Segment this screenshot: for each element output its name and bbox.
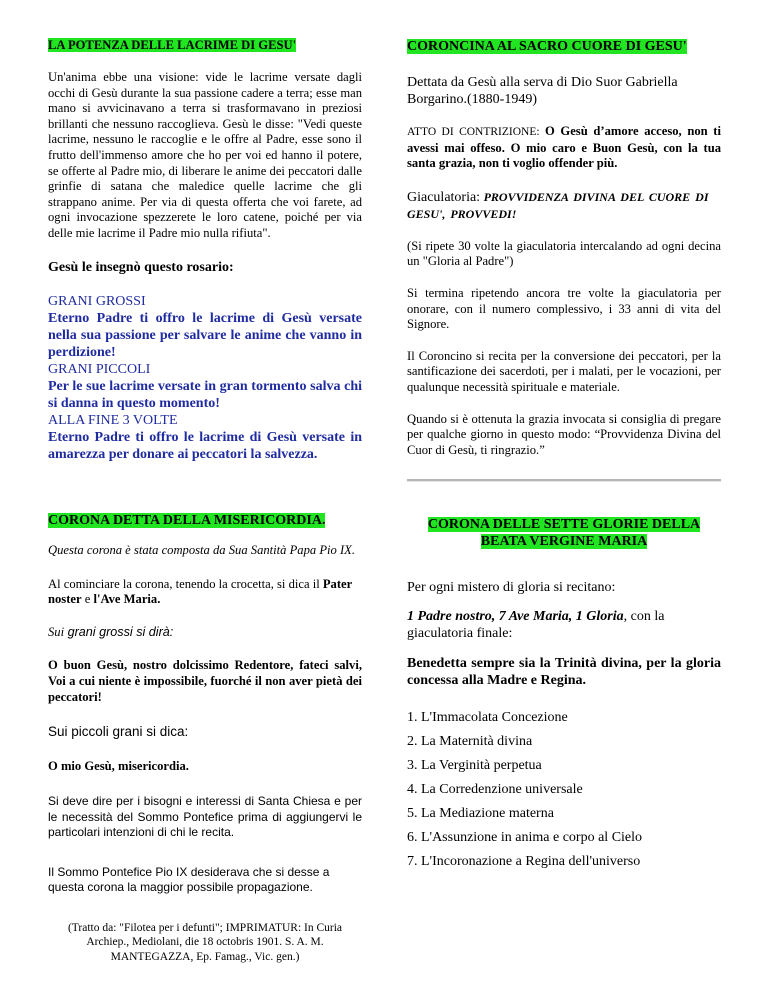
section-sette-glorie bbox=[407, 516, 721, 870]
section-lacrime bbox=[48, 38, 362, 463]
begin-paragraph: Al cominciare la corona, tenendo la crocetta, si dica il Pater noster e l'Ave Maria. bbox=[48, 576, 352, 607]
alla-fine-prayer: Eterno Padre ti offro le lacrime di Gesù versate in amarezza per donare ai peccatori la salvezza. bbox=[48, 429, 362, 462]
list-item: 6. L'Assunzione in anima e corpo al Cielo bbox=[407, 830, 643, 845]
sui-grossi-label: Sui grani grossi si dirà: bbox=[48, 624, 174, 639]
section-title: CORONCINA AL SACRO CUORE DI GESU' bbox=[407, 39, 687, 54]
per-ogni-paragraph: Per ogni mistero di gloria si recitano: bbox=[407, 580, 616, 595]
section-misericordia bbox=[48, 512, 362, 964]
repeat-paragraph: (Si ripete 30 volte la giaculatoria intercalando ad ogni decina un "Gloria al Padre") bbox=[407, 238, 721, 269]
list-item: 4. La Corredenzione universale bbox=[407, 782, 583, 797]
list-item: 1. L'Immacolata Concezione bbox=[407, 710, 568, 725]
section-title: CORONA DETTA DELLA MISERICORDIA. bbox=[48, 513, 326, 528]
recited-paragraph: Il Coroncino si recita per la conversione dei peccatori, per la santificazione dei sacerdoti, per i malati, per le vocazioni, per qualunque necessità spirituale e materiale. bbox=[407, 348, 721, 394]
sui-piccoli-label: Sui piccoli grani si dica: bbox=[48, 724, 189, 740]
mysteries-list bbox=[407, 709, 721, 870]
dictated-paragraph: Dettata da Gesù alla serva di Dio Suor Gabriella Borgarino.(1880-1949) bbox=[407, 75, 678, 107]
section-title: CORONA DELLE SETTE GLORIE DELLA BEATA VERGINE MARIA bbox=[427, 517, 701, 549]
section-divider bbox=[407, 479, 721, 482]
vision-paragraph: Un'anima ebbe una visione: vide le lacrime versate dagli occhi di Gesù durante la sua passione cadere a terra; esse man mano si avvicinavano a terra si trasformavano in preziosi brillanti che nessuno raccoglieva. Gesù le disse: "Vedi queste lacrime, nessuno le raccoglie e le offre al Padre, esse sono il frutto dell'immenso amore che ho per voi ed hanno il potere, se offerte al Padre mio, di liberare le anime dei peccatori dalle grinfie di satana che maledice quelle lacrime che gli strappano anime. Per via di questa offerta che voi farete, ad ogni invocazione spezzerete le loro catene, poiché per via delle mie lacrime il Padre mio nulla rifiuta". bbox=[48, 70, 362, 240]
formula-paragraph: 1 Padre nostro, 7 Ave Maria, 1 Gloria, con la giaculatoria finale: bbox=[407, 609, 665, 641]
ends-paragraph: Si termina ripetendo ancora tre volte la giaculatoria per onorare, con il numero complessivo, i 33 anni di vita del Signore. bbox=[407, 285, 721, 332]
section-sacro-cuore bbox=[407, 38, 721, 458]
taught-heading: Gesù le insegnò questo rosario: bbox=[48, 259, 234, 275]
benedetta-paragraph: Benedetta sempre sia la Trinità divina, per la gloria concessa alla Madre e Regina. bbox=[407, 656, 721, 688]
list-item: 7. L'Incoronazione a Regina dell'universo bbox=[407, 854, 641, 869]
intro-paragraph: Questa corona è stata composta da Sua Santità Papa Pio IX. bbox=[48, 543, 356, 557]
list-item: 3. La Verginità perpetua bbox=[407, 758, 542, 773]
grani-piccoli-label: GRANI PICCOLI bbox=[48, 361, 151, 377]
grani-piccoli-prayer: Per le sue lacrime versate in gran tormento salva chi si danna in questo momento! bbox=[48, 378, 362, 411]
contrition-paragraph: ATTO DI CONTRIZIONE: O Gesù d’amore acceso, non ti avessi mai offeso. O mio caro e Buon Gesù, con la tua santa grazia, non ti voglio offender più. bbox=[407, 124, 721, 171]
giaculatoria-paragraph: Giaculatoria: PROVVIDENZA DIVINA DEL CUORE DI GESU', PROVVEDI! bbox=[407, 189, 709, 221]
grace-paragraph: Quando si è ottenuta la grazia invocata si consiglia di pregare per qualche giorno in questo modo: “Provvidenza Divina del Cuor di Gesù, ti ringrazio.” bbox=[407, 411, 721, 457]
alla-fine-label: ALLA FINE 3 VOLTE bbox=[48, 412, 178, 428]
grani-grossi-label: GRANI GROSSI bbox=[48, 293, 146, 309]
rosary-block bbox=[48, 293, 362, 463]
source-note: (Tratto da: "Filotea per i defunti"; IMPRIMATUR: In Curia Archiep., Mediolani, die 18 octobris 1901. S. A. M. MANTEGAZZA, Ep. Famag., Vic. gen.) bbox=[67, 921, 343, 963]
section-title: LA POTENZA DELLE LACRIME DI GESU' bbox=[48, 38, 297, 52]
pio-paragraph: Il Sommo Pontefice Pio IX desiderava che si desse a questa corona la maggior possibile propagazione. bbox=[48, 864, 330, 895]
grani-grossi-prayer: Eterno Padre ti offro le lacrime di Gesù versate nella sua passione per salvare le anime che vanno in perdizione! bbox=[48, 310, 362, 360]
list-item: 2. La Maternità divina bbox=[407, 734, 533, 749]
list-item: 5. La Mediazione materna bbox=[407, 806, 554, 821]
prayer-big: O buon Gesù, nostro dolcissimo Redentore, fateci salvi, Voi a cui niente è impossibile, fuorché il non aver pietà dei peccatori! bbox=[48, 658, 362, 704]
prayer-small: O mio Gesù, misericordia. bbox=[48, 758, 189, 773]
needs-paragraph: Si deve dire per i bisogni e interessi di Santa Chiesa e per le necessità del Sommo Pontefice prima di aggiungervi le particolari intenzioni di chi le recita. bbox=[48, 794, 362, 840]
